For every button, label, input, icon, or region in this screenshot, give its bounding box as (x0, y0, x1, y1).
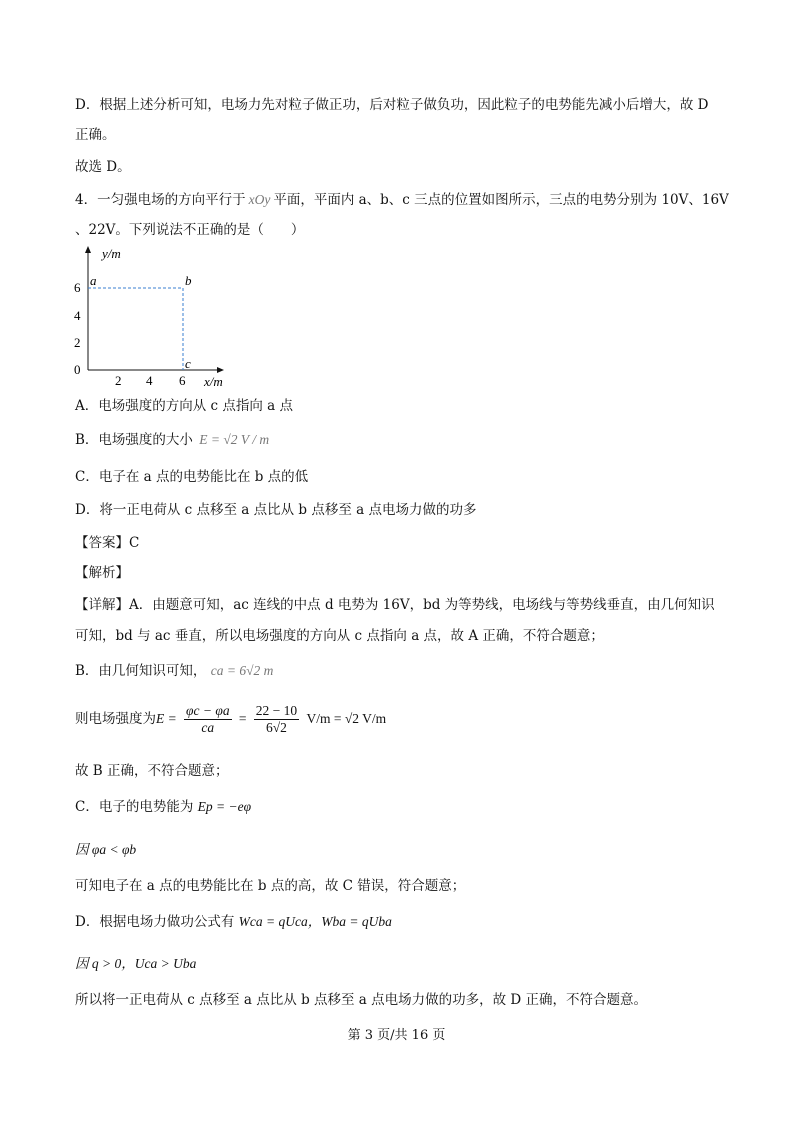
question-stem-line2: 、22V。下列说法不正确的是（ ） (75, 222, 305, 238)
point-c-label: c (185, 356, 191, 371)
equation-prefix: 则电场强度为 (75, 711, 156, 727)
solution-b-text: B．由几何知识可知， (75, 663, 207, 679)
work-formula: Wca = qUca，Wba = qUba (238, 914, 392, 929)
plane-label: xOy (248, 192, 271, 207)
fraction-potential-difference (184, 703, 232, 736)
fraction-denominator: ca (201, 720, 215, 735)
equation-lhs: E = (156, 711, 177, 726)
ca-formula: ca = 6√2 m (210, 663, 274, 678)
option-a: A．电场强度的方向从 c 点指向 a 点 (75, 398, 294, 414)
solution-c-line2: 因 φa < φb (75, 842, 137, 857)
analysis-label: 【解析】 (75, 565, 129, 581)
solution-d-line1 (75, 913, 392, 931)
fraction-numerator: φc − φa (186, 703, 230, 718)
y-tick-6: 6 (74, 280, 81, 295)
prev-option-d-line1: D．根据上述分析可知，电场力先对粒子做正功，后对粒子做负功，因此粒子的电势能先减小后增大，故 D (75, 97, 709, 113)
question-stem-line1 (75, 191, 729, 209)
solution-c-line1 (75, 798, 251, 816)
prev-option-d-line2: 正确。 (75, 127, 116, 143)
y-axis-arrow-icon (85, 246, 91, 253)
field-strength-equation: 则电场强度为E = $\frac{\varphi c - \varphi a}{ca}$ = $\frac{22 - 10}{6√2}$ V/m = √2 V/m (75, 703, 387, 735)
fraction-numeric-denominator: 6√2 (266, 720, 287, 735)
x-tick-6: 6 (179, 373, 186, 388)
solution-c-line3: 可知电子在 a 点的电势能比在 b 点的高，故 C 错误，符合题意； (75, 878, 466, 894)
b-conclusion: 故 B 正确，不符合题意； (75, 763, 229, 779)
fraction-numeric (254, 703, 299, 736)
answer-label: 【答案】C (75, 535, 140, 551)
fraction-numeric-numerator: 22 − 10 (255, 703, 298, 718)
x-axis-arrow-icon (217, 367, 224, 373)
energy-formula: Ep = −eφ (197, 799, 252, 814)
option-b (75, 431, 269, 449)
equation-result: V/m = √2 V/m (306, 711, 387, 726)
x-axis-label: x/m (204, 374, 223, 389)
coordinate-graph (70, 244, 250, 390)
solution-d-text: D．根据电场力做功公式有 (75, 914, 235, 930)
option-b-text: B．电场强度的大小 (75, 432, 193, 448)
x-tick-2: 2 (115, 373, 122, 388)
page-footer: 第 3 页/共 16 页 (347, 1028, 446, 1043)
option-c: C．电子在 a 点的电势能比在 b 点的低 (75, 469, 309, 485)
y-tick-0: 0 (74, 362, 81, 377)
point-a-label: a (90, 273, 97, 288)
point-b-label: b (185, 273, 192, 288)
prev-choose: 故选 D。 (75, 159, 131, 175)
detail-line1: 【详解】A．由题意可知，ac 连线的中点 d 电势为 16V，bd 为等势线，电场线与等势线垂直，由几何知识 (75, 597, 715, 613)
question-stem-b: 平面，平面内 a、b、c 三点的位置如图所示，三点的电势分别为 10V、16V (273, 192, 729, 208)
solution-d-line3: 所以将一正电荷从 c 点移至 a 点比从 b 点移至 a 点电场力做的功多，故 D 正确，不符合题意。 (75, 992, 648, 1008)
detail-line2: 可知，bd 与 ac 垂直，所以电场强度的方向从 c 点指向 a 点，故 A 正确，不符合题意； (75, 628, 604, 644)
y-tick-2: 2 (74, 335, 81, 350)
y-axis-label: y/m (102, 246, 121, 261)
solution-c-text: C．电子的电势能为 (75, 799, 194, 815)
option-b-formula: E = √2 V / m (199, 432, 270, 447)
option-d: D．将一正电荷从 c 点移至 a 点比从 b 点移至 a 点电场力做的功多 (75, 502, 477, 518)
question-stem-a: 4．一匀强电场的方向平行于 (75, 192, 246, 208)
x-tick-4: 4 (146, 373, 153, 388)
y-tick-4: 4 (74, 308, 81, 323)
solution-b-line (75, 662, 273, 680)
solution-d-line2: 因 q > 0，Uca > Uba (75, 956, 197, 971)
